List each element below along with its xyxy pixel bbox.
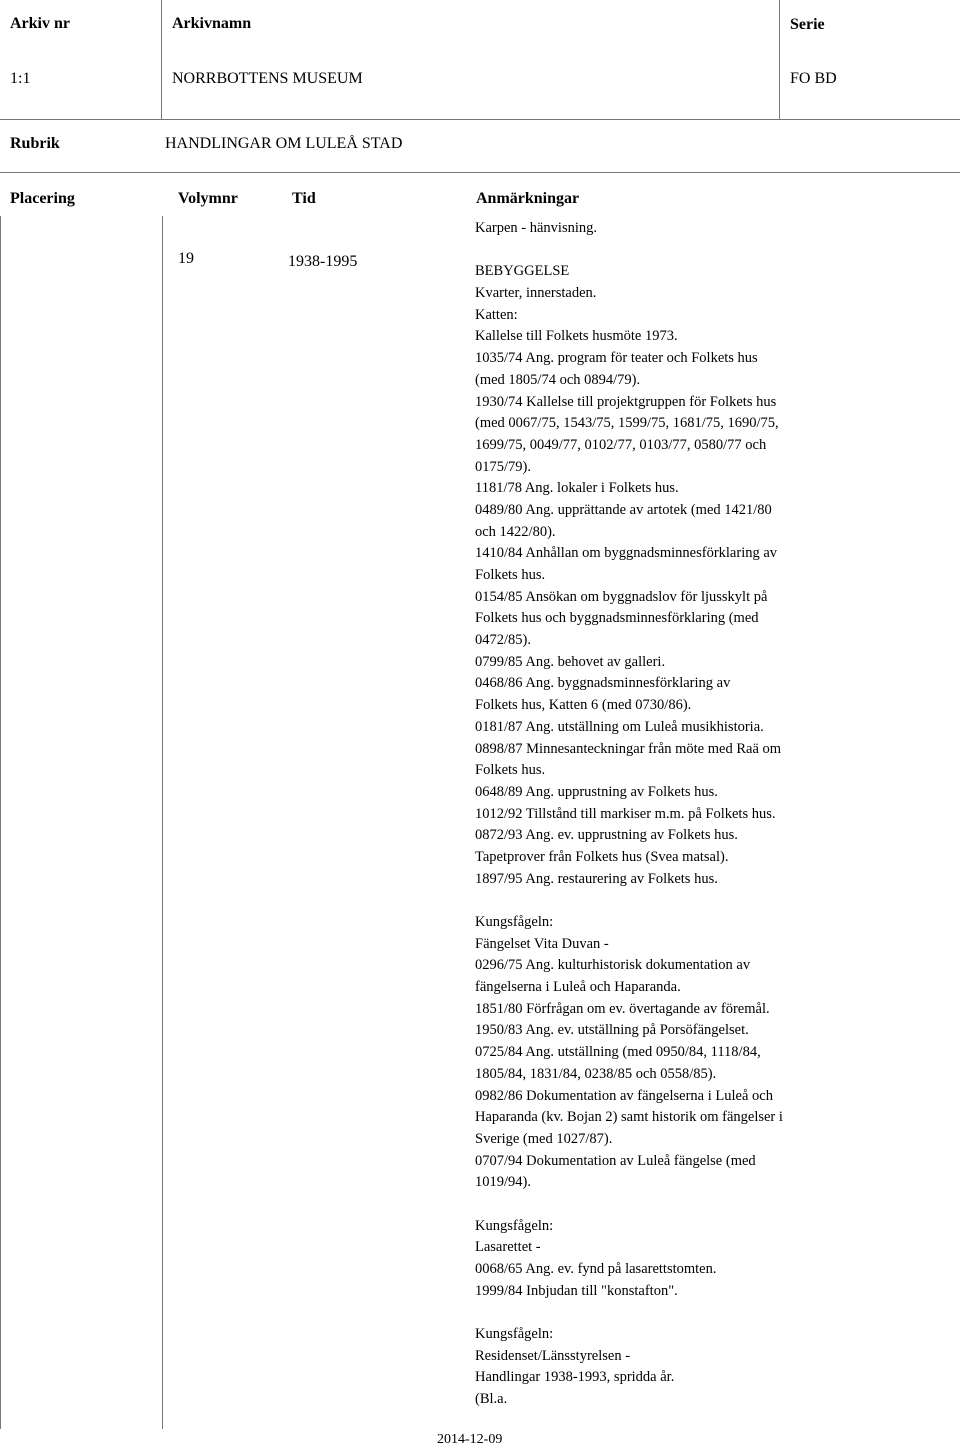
remark-line: (med 1805/74 och 0894/79). <box>475 371 641 388</box>
remark-line: 0175/79). <box>475 458 531 475</box>
value-serie: FO BD <box>790 70 837 87</box>
remark-line: 0707/94 Dokumentation av Luleå fängelse (med <box>475 1152 756 1169</box>
remark-line: 0725/84 Ang. utställning (med 0950/84, 1118/84, <box>475 1044 761 1061</box>
remark-line: 1897/95 Ang. restaurering av Folkets hus. <box>475 870 718 887</box>
value-arkivnamn: NORRBOTTENS MUSEUM <box>172 70 363 87</box>
remark-line: Kungsfågeln: <box>475 914 554 930</box>
remark-gap <box>475 890 955 912</box>
remark-line: 0872/93 Ang. ev. upprustning av Folkets hus. <box>475 827 738 844</box>
remark-line: Handlingar 1938-1993, spridda år. <box>475 1369 675 1386</box>
remark-gap <box>475 1194 955 1216</box>
remark-line: 1181/78 Ang. lokaler i Folkets hus. <box>475 480 679 497</box>
remark-line: Folkets hus och byggnadsminnesförklaring (med <box>475 610 759 627</box>
remark-line: 1012/92 Tillstånd till markiser m.m. på Folkets hus. <box>475 805 776 822</box>
remark-line: Folkets hus. <box>475 567 546 583</box>
remark-line: Sverige (med 1027/87). <box>475 1130 613 1147</box>
footer-date: 2014-12-09 <box>437 1432 503 1447</box>
remark-line: 1950/83 Ang. ev. utställning på Porsöfängelset. <box>475 1022 749 1039</box>
remark-line: 0648/89 Ang. upprustning av Folkets hus. <box>475 783 718 800</box>
remark-line: Residenset/Länsstyrelsen - <box>475 1347 631 1364</box>
remark-line: 1035/74 Ang. program för teater och Folkets hus <box>475 350 758 367</box>
remark-line: Haparanda (kv. Bojan 2) samt historik om fängelser i <box>475 1109 783 1126</box>
divider-vertical-2 <box>779 0 780 119</box>
remark-line: Tapetprover från Folkets hus (Svea matsal). <box>475 848 729 865</box>
remark-line: (med 0067/75, 1543/75, 1599/75, 1681/75, 1690/75, <box>475 415 779 432</box>
entry-remarks <box>475 218 955 1411</box>
remark-line: Kungsfågeln: <box>475 1326 554 1343</box>
value-arkiv-nr: 1:1 <box>10 70 31 87</box>
divider-columns-top <box>0 172 960 173</box>
remark-line: BEBYGGELSE <box>475 263 570 280</box>
remark-line: 0799/85 Ang. behovet av galleri. <box>475 653 666 670</box>
label-serie: Serie <box>790 16 825 33</box>
remark-line: Fängelset Vita Duvan - <box>475 935 609 952</box>
remark-line: Karpen - hänvisning. <box>475 220 598 236</box>
remark-line: 1699/75, 0049/77, 0102/77, 0103/77, 0580/77 och <box>475 436 767 453</box>
remark-line: Lasarettet - <box>475 1239 541 1256</box>
column-header-tid: Tid <box>292 190 316 207</box>
label-rubrik: Rubrik <box>10 135 60 152</box>
remark-line: Kungsfågeln: <box>475 1217 554 1234</box>
value-rubrik: HANDLINGAR OM LULEÅ STAD <box>165 135 403 152</box>
remark-line: 0489/80 Ang. upprättande av artotek (med 1421/80 <box>475 501 772 518</box>
remark-line: fängelserna i Luleå och Haparanda. <box>475 979 681 996</box>
remark-line: Folkets hus. <box>475 762 546 779</box>
remark-line: 0468/86 Ang. byggnadsminnesförklaring av <box>475 675 731 692</box>
remark-line: 1019/94). <box>475 1174 531 1191</box>
divider-rubrik-top <box>0 119 960 120</box>
remark-line: Kvarter, innerstaden. <box>475 285 597 302</box>
remark-line: 1999/84 Inbjudan till "konstafton". <box>475 1282 678 1299</box>
remark-gap <box>475 240 955 262</box>
remark-line: (Bl.a. <box>475 1391 508 1408</box>
remark-gap <box>475 1302 955 1324</box>
remark-line: 1805/84, 1831/84, 0238/85 och 0558/85). <box>475 1065 717 1082</box>
remark-line: 0472/85). <box>475 632 531 649</box>
column-header-anmarkningar: Anmärkningar <box>476 190 580 207</box>
placering-border-right <box>162 216 163 1429</box>
remark-line: 0982/86 Dokumentation av fängelserna i Luleå och <box>475 1087 773 1104</box>
remark-line: 0181/87 Ang. utställning om Luleå musikhistoria. <box>475 718 764 735</box>
label-arkiv-nr: Arkiv nr <box>10 15 70 32</box>
divider-vertical-1 <box>161 0 162 119</box>
remark-line: 1851/80 Förfrågan om ev. övertagande av föremål. <box>475 1000 770 1017</box>
remark-line: 1410/84 Anhållan om byggnadsminnesförklaring av <box>475 545 778 562</box>
entry-volymnr: 19 <box>178 250 194 267</box>
remark-line: Kallelse till Folkets husmöte 1973. <box>475 328 678 345</box>
remark-line: 0296/75 Ang. kulturhistorisk dokumentation av <box>475 957 751 974</box>
remark-line: 1930/74 Kallelse till projektgruppen för Folkets hus <box>475 393 777 410</box>
label-arkivnamn: Arkivnamn <box>172 15 252 32</box>
remark-line: 0898/87 Minnesanteckningar från möte med Raä om <box>475 740 782 757</box>
column-header-placering: Placering <box>10 190 75 207</box>
placering-border-left <box>0 216 1 1429</box>
remark-line: och 1422/80). <box>475 523 556 540</box>
remark-line: Katten: <box>475 306 518 323</box>
column-header-volymnr: Volymnr <box>178 190 238 207</box>
remark-line: Folkets hus, Katten 6 (med 0730/86). <box>475 697 692 714</box>
remark-line: 0154/85 Ansökan om byggnadslov för ljusskylt på <box>475 588 768 605</box>
entry-tid: 1938-1995 <box>288 253 358 270</box>
remark-line: 0068/65 Ang. ev. fynd på lasarettstomten. <box>475 1261 717 1277</box>
